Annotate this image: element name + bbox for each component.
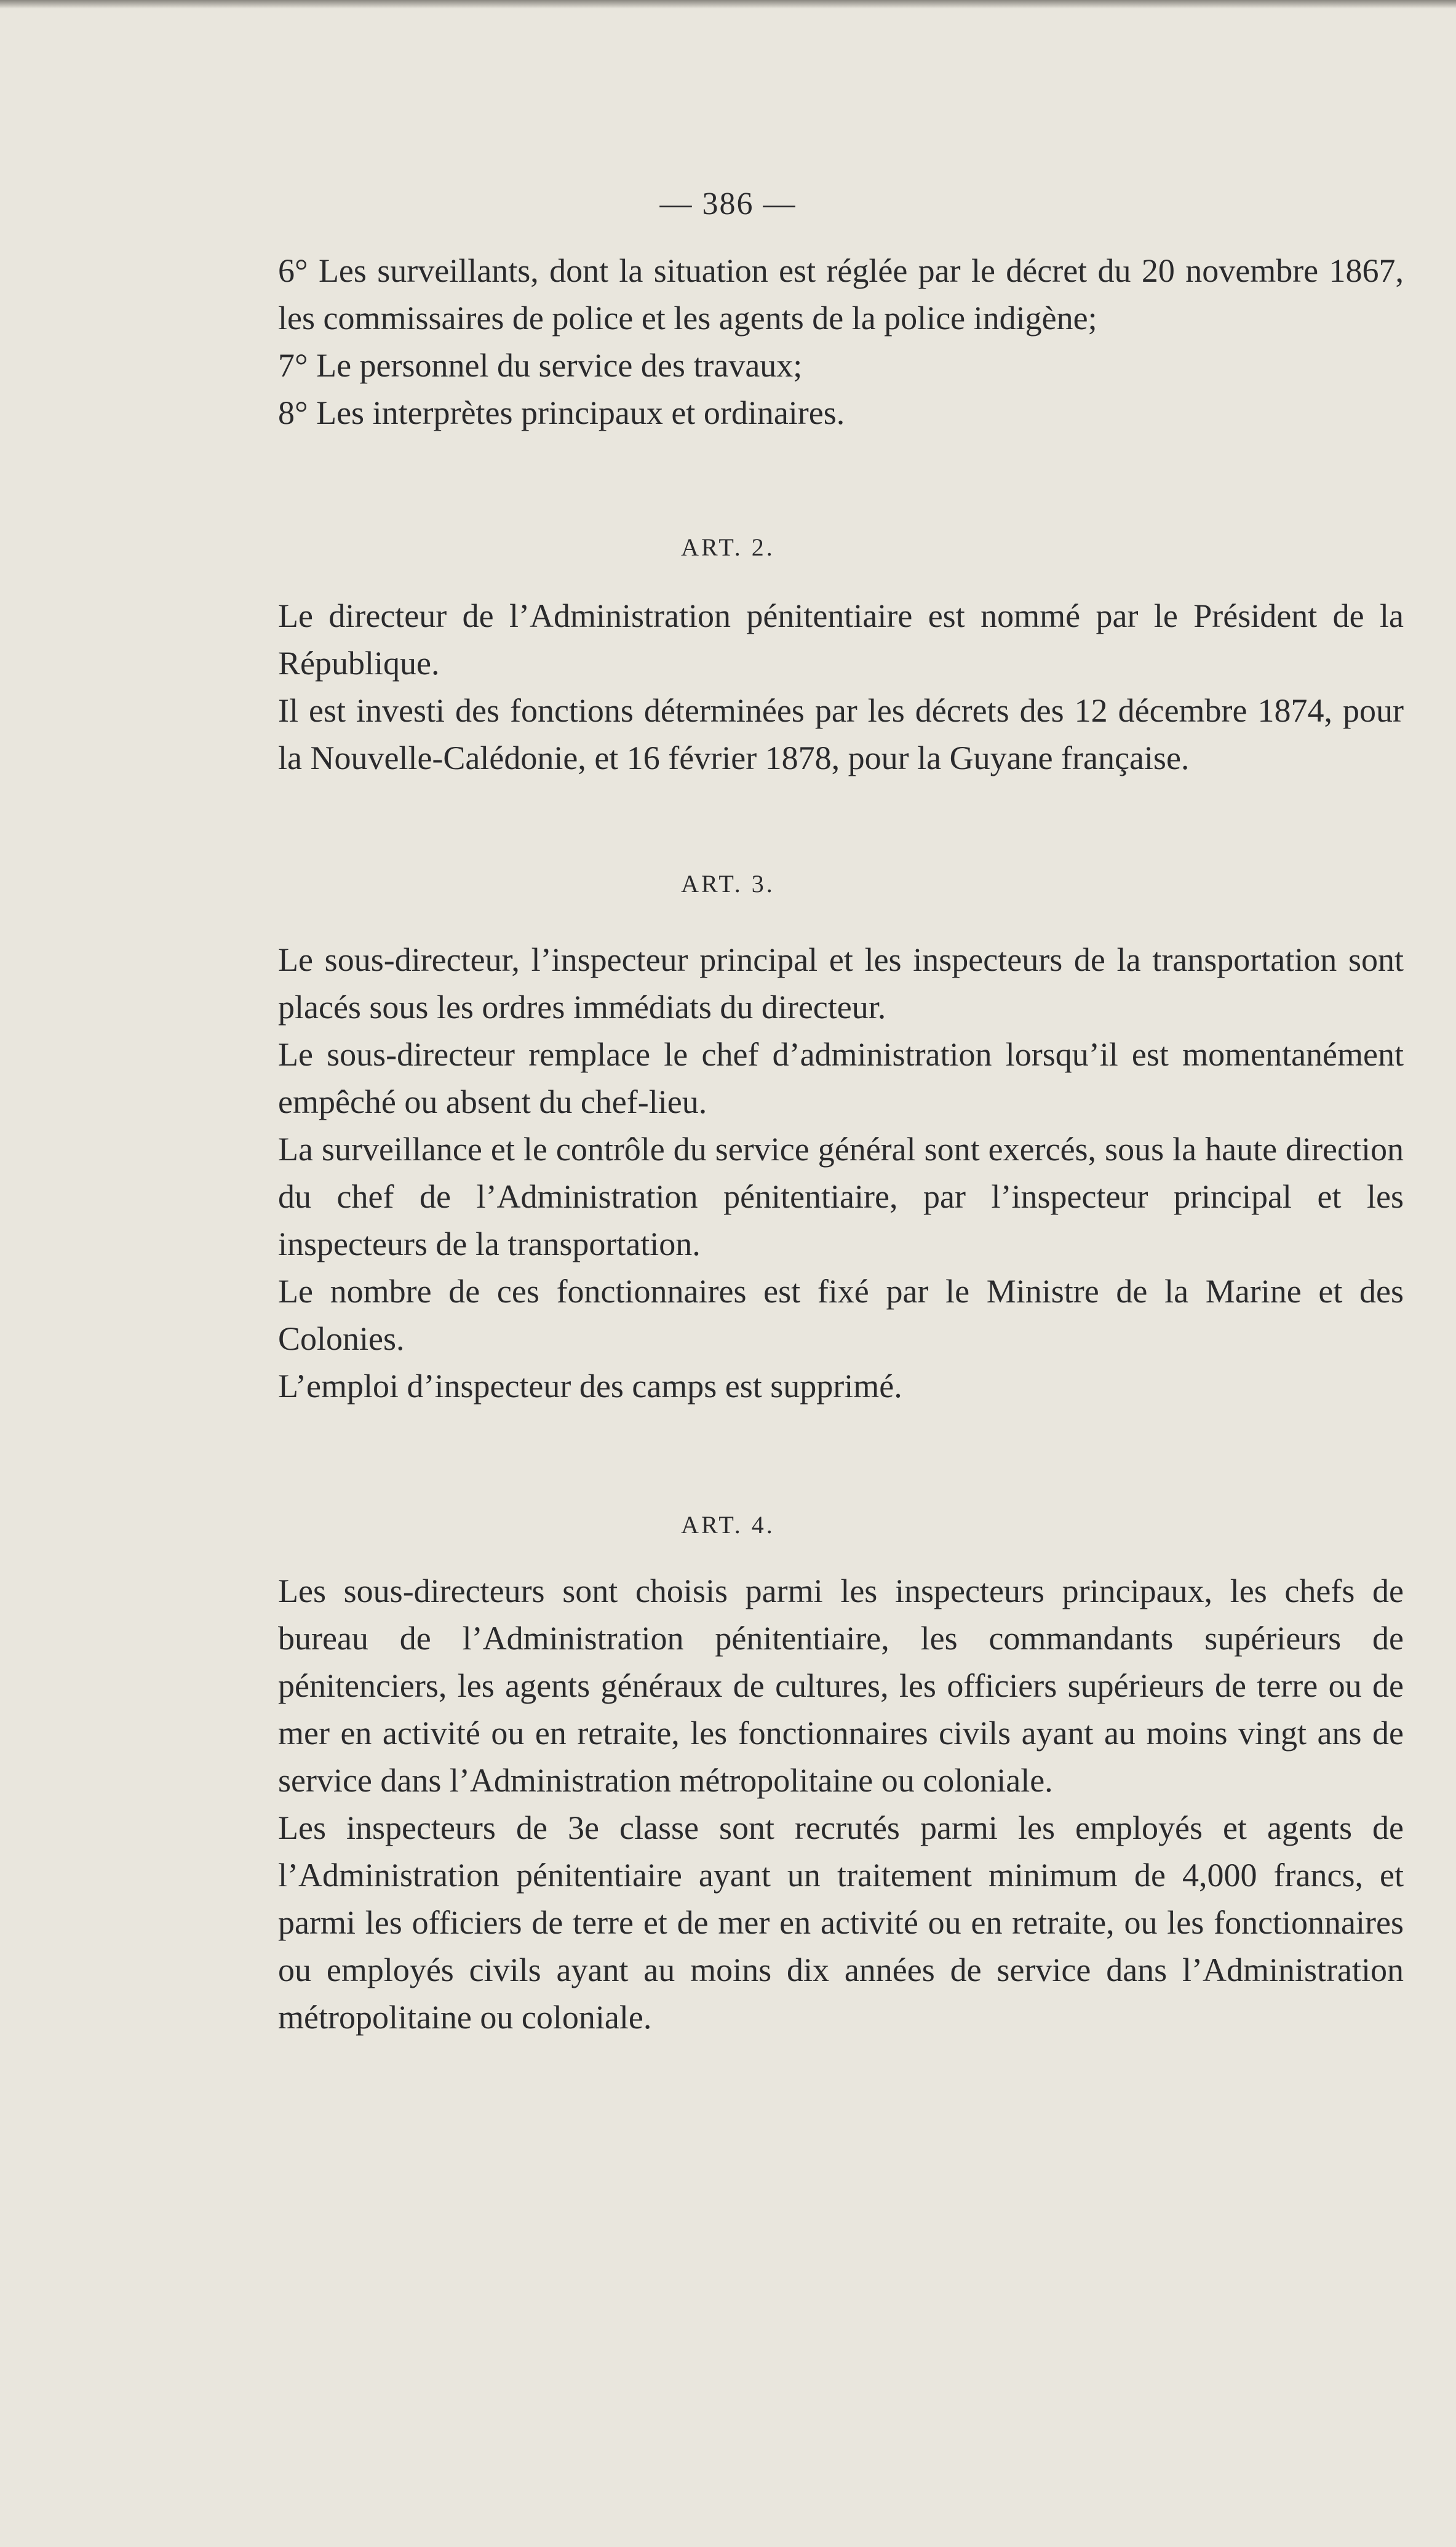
paragraph: Il est investi des fonctions déterminées par les décrets des 12 décembre 1874, pour la Nouvelle-Calédonie, et 16 février 1878, pour la Guyane française.: [278, 692, 1404, 776]
paragraph: Les inspecteurs de 3e classe sont recrutés parmi les employés et agents de l’Administration pénitentiaire ayant un traitement minimum de 4,000 francs, et parmi les officiers de terre et de mer en activité ou en retraite, ou les fonctionnaires ou employés civils ayant au moins dix années de service dans l’Administration métropolitaine ou coloniale.: [278, 1809, 1404, 2036]
paragraph: Le sous-directeur, l’inspecteur principal et les inspecteurs de la transportation sont placés sous les ordres immédiats du directeur.: [278, 941, 1404, 1026]
article-4-body: [278, 1568, 1404, 2041]
paragraph: Le directeur de l’Administration pénitentiaire est nommé par le Président de la République.: [278, 597, 1404, 682]
article-4-heading: ART. 4.: [681, 1511, 775, 1539]
article-3-heading: ART. 3.: [681, 870, 775, 898]
article-2-body: [278, 592, 1404, 782]
enumerated-list: [278, 247, 1404, 437]
list-item-8: 8° Les interprètes principaux et ordinaires.: [278, 394, 845, 431]
paragraph: Le sous-directeur remplace le chef d’administration lorsqu’il est momentanément empêché ou absent du chef-lieu.: [278, 1036, 1404, 1120]
list-item-6: 6° Les surveillants, dont la situation est réglée par le décret du 20 novembre 1867, les commissaires de police et les agents de la police indigène;: [278, 252, 1404, 337]
paragraph: La surveillance et le contrôle du service général sont exercés, sous la haute direction du chef de l’Administration pénitentiaire, par l’inspecteur principal et les inspecteurs de la transportation.: [278, 1131, 1404, 1262]
article-2-heading: ART. 2.: [681, 533, 775, 561]
paragraph: L’emploi d’inspecteur des camps est supprimé.: [278, 1368, 902, 1405]
paragraph: Les sous-directeurs sont choisis parmi les inspecteurs principaux, les chefs de bureau de l’Administration pénitentiaire, les commandants supérieurs de pénitenciers, les agents généraux de cultures, les officiers supérieurs de terre ou de mer en activité ou en retraite, les fonctionnaires civils ayant au moins vingt ans de service dans l’Administration métropolitaine ou coloniale.: [278, 1572, 1404, 1799]
page-number: — 386 —: [659, 186, 797, 221]
article-3-body: [278, 936, 1404, 1410]
list-item-7: 7° Le personnel du service des travaux;: [278, 347, 803, 384]
paragraph: Le nombre de ces fonctionnaires est fixé par le Ministre de la Marine et des Colonies.: [278, 1273, 1404, 1357]
